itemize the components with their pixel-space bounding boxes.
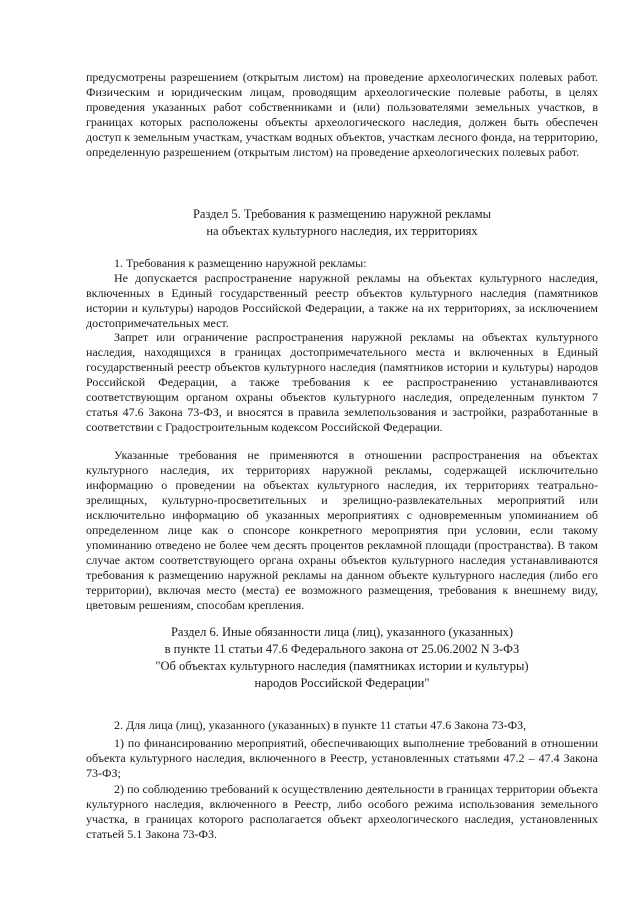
section6-item2-heading: 2. Для лица (лиц), указанного (указанных) в пункте 11 статьи 47.6 Закона 73-ФЗ, — [114, 718, 527, 732]
section6-title-line: "Об объектах культурного наследия (памятниках истории и культуры) — [155, 659, 529, 673]
section6-title — [86, 624, 598, 692]
section5-title-line: Раздел 5. Требования к размещению наружной рекламы — [192, 207, 492, 221]
intro-paragraph: предусмотрены разрешением (открытым листом) на проведение археологических полевых работ. Физическим и юридическим лицам, проводящим археологические полевые работы, в целях проведения указанных работ собственниками и (или) пользователями земельных участков, в границах которых расположены объекты археологического наследия, должен быть обеспечен доступ к земельным участкам, участкам водных объектов, участкам лесного фонда, на территорию, определенную разрешением (открытым листом) на проведение археологических полевых работ. — [86, 70, 598, 159]
section6-title-line: в пункте 11 статьи 47.6 Федерального закона от 25.06.2002 N 3-ФЗ — [164, 642, 520, 656]
section5-paragraph: Запрет или ограничение распространения наружной рекламы на объектах культурного наследия, находящихся в границах достопримечательного места и включенных в Единый государственный реестр объектов культурного наследия (памятников истории и культуры) народов Российской Федерации, а также требования к ее распространению устанавливаются соответствующим органом охраны объектов культурного наследия, определенным пунктом 7 статья 47.6 Закона 73-ФЗ, и вносятся в правила землепользования и застройки, разработанные в соответствии с Градостроительным кодексом Российской Федерации. — [86, 330, 598, 434]
section6-subitem-1: 1) по финансированию мероприятий, обеспечивающих выполнение требований в отношении объекта культурного наследия, включенного в Реестр, установленных статьями 47.2 – 47.4 Закона 73-ФЗ; — [86, 736, 598, 780]
section6-title-line: народов Российской Федерации" — [254, 676, 430, 690]
section5-paragraph: Указанные требования не применяются в отношении распространения на объектах культурного наследия, их территориях наружной рекламы, содержащей исключительно информацию о проведении на объектах культурного наследия, их территориях театрально-зрелищных, культурно-просветительных и зрелищно-развлекательных мероприятий или исключительно информацию об указанных мероприятиях с одновременным упоминанием об определенном лице как о спонсоре конкретного мероприятия при условии, если такому упоминанию отведено не более чем десять процентов рекламной площади (пространства). В таком случае актом соответствующего органа охраны объектов культурного наследия устанавливаются требования к размещению наружной рекламы на данном объекте культурного наследия (либо его территории), включая место (места) ее возможного размещения, требования к внешнему виду, цветовым решениям, способам крепления. — [86, 448, 598, 612]
section5-title-line: на объектах культурного наследия, их территориях — [206, 224, 478, 238]
section5-title — [86, 206, 598, 240]
section5-item1-heading: 1. Требования к размещению наружной рекламы: — [114, 256, 367, 270]
section6-title-line: Раздел 6. Иные обязанности лица (лиц), указанного (указанных) — [170, 625, 514, 639]
section6-subitem-2: 2) по соблюдению требований к осуществлению деятельности в границах территории объекта культурного наследия, включенного в Реестр, либо особого режима использования земельного участка, в границах которого располагается объект археологического наследия, установленных статьей 5.1 Закона 73-ФЗ. — [86, 782, 598, 841]
section5-paragraph: Не допускается распространение наружной рекламы на объектах культурного наследия, включенных в Единый государственный реестр объектов культурного наследия (памятников истории и культуры) народов Российской Федерации, а также на их территориях, за исключением достопримечательных мест. — [86, 271, 598, 330]
